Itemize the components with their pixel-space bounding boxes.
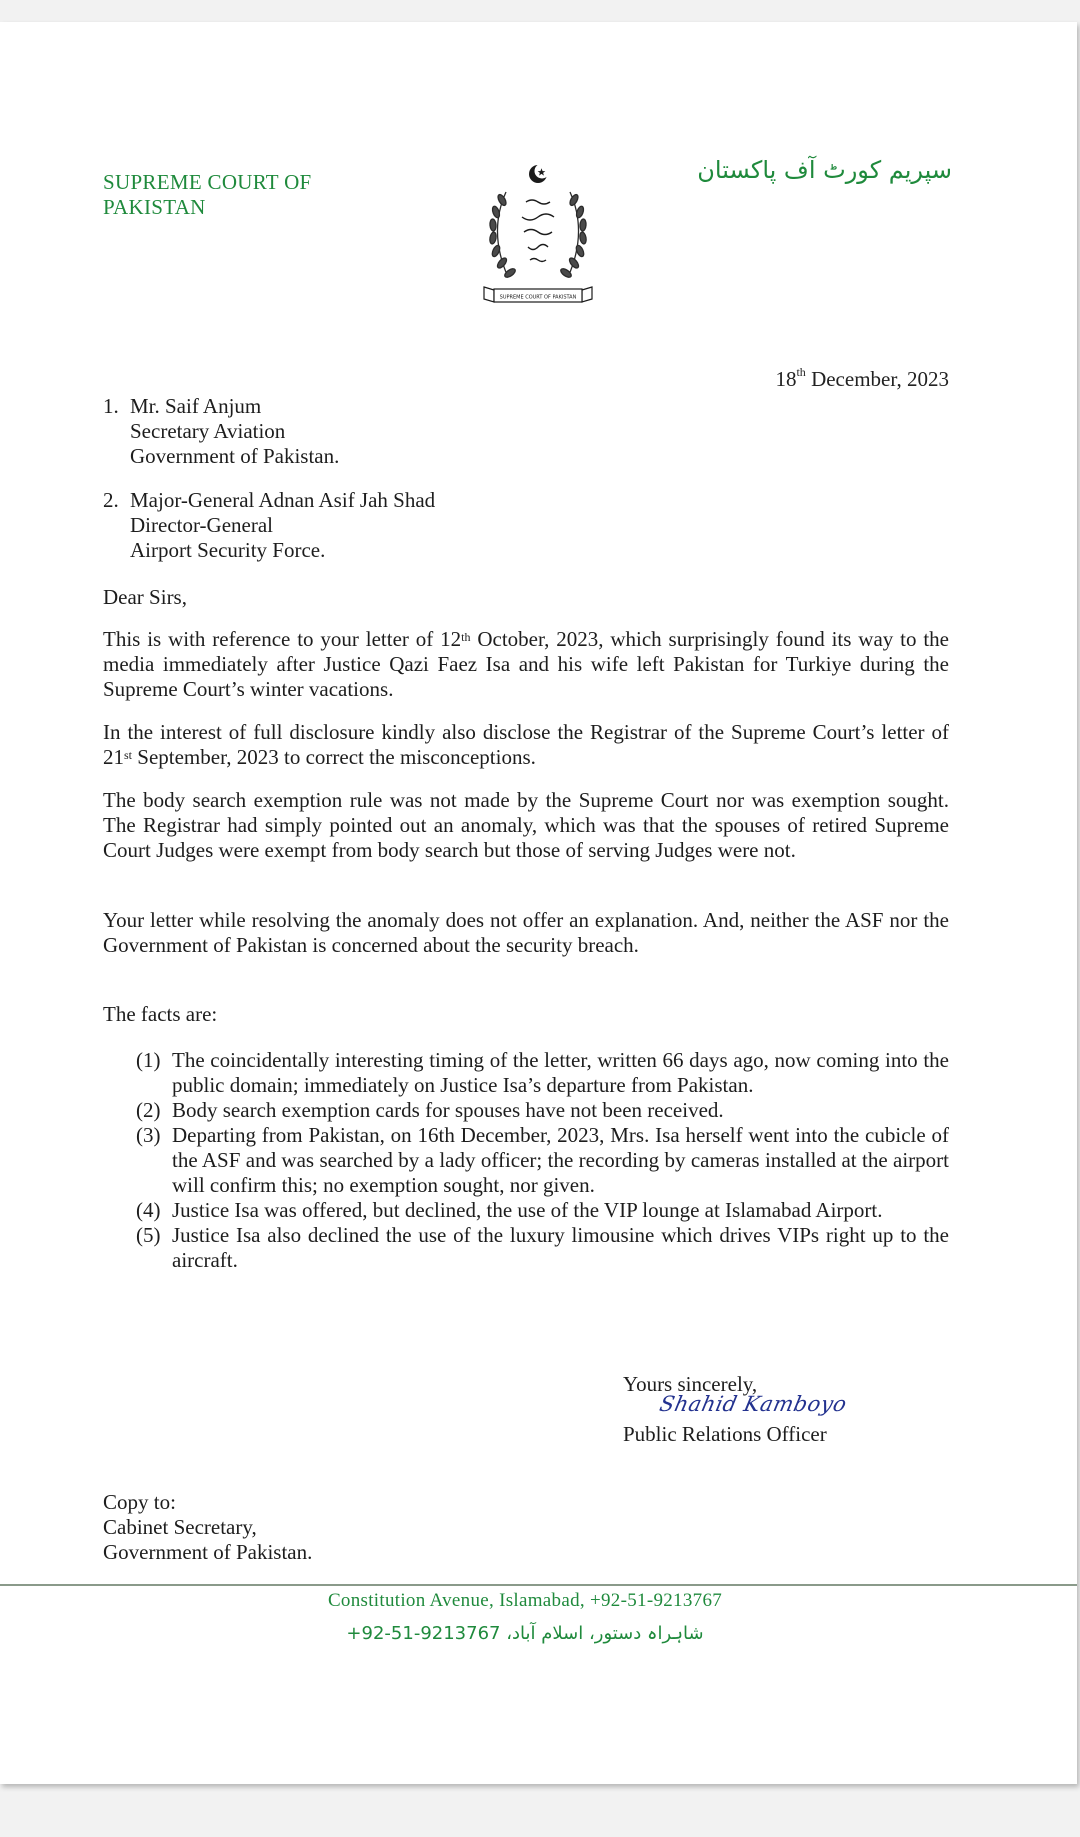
footer-address-urdu: شاہراہ دستور، اسلام آباد، 9213767-51-92+ [346, 1623, 704, 1644]
addressee-2 [103, 488, 435, 563]
letter-date [775, 367, 949, 392]
addressee-number: 1. [103, 394, 119, 418]
valediction: Yours sincerely, [623, 1372, 758, 1396]
court-name-english [103, 170, 312, 220]
list-item [136, 1098, 949, 1123]
copy-line2: Government of Pakistan. [103, 1540, 313, 1564]
paragraph-3: The body search exemption rule was not made by the Supreme Court nor was exemption sought. The Registrar had simply pointed out an anomaly, which was that the spouses of retired Supreme Court Judges were exempt from body search but those of serving Judges were not. [103, 788, 949, 862]
paragraph-2-text-b: September, 2023 to correct the misconceptions. [132, 745, 536, 769]
addressee-name: Major-General Adnan Asif Jah Shad [130, 488, 436, 512]
emblem-ribbon-text: SUPREME COURT OF PAKISTAN [499, 294, 577, 301]
list-item [136, 1198, 949, 1223]
fact-number: (3) [136, 1123, 161, 1147]
addressee-title: Director-General [130, 513, 273, 537]
paragraph-2-text-a: In the interest of full disclosure kindly also disclose the Registrar of the Supreme Court’s letter of 21 [103, 720, 949, 769]
handwritten-signature: Shahid Kamboyo [657, 1392, 850, 1416]
paragraph-2-sup: st [124, 748, 133, 762]
date-day: 18 [775, 367, 797, 391]
addressee-org: Airport Security Force. [130, 538, 326, 562]
fact-text: Body search exemption cards for spouses have not been received. [172, 1098, 724, 1122]
copy-line1: Cabinet Secretary, [103, 1515, 257, 1539]
emblem-seal-icon [478, 162, 598, 317]
facts-intro: The facts are: [103, 1002, 218, 1026]
paragraph-1-sup: th [461, 630, 471, 644]
designation: Public Relations Officer [623, 1422, 827, 1446]
addressee-org: Government of Pakistan. [130, 444, 340, 468]
addressee-title: Secretary Aviation [130, 419, 286, 443]
fact-number: (5) [136, 1223, 161, 1247]
fact-text: The coincidentally interesting timing of the letter, written 66 days ago, now coming into the public domain; immediately on Justice Isa’s departure from Pakistan. [172, 1048, 949, 1097]
fact-number: (4) [136, 1198, 161, 1222]
fact-text: Justice Isa was offered, but declined, the use of the VIP lounge at Islamabad Airport. [172, 1198, 883, 1222]
addressee-1 [103, 394, 339, 469]
paragraph-4: Your letter while resolving the anomaly does not offer an explanation. And, neither the ASF nor the Government of Pakistan is concerned about the security breach. [103, 908, 949, 957]
fact-text: Justice Isa also declined the use of the luxury limousine which drives VIPs right up to the aircraft. [172, 1223, 949, 1272]
copy-to-block [103, 1490, 312, 1565]
fact-text: Departing from Pakistan, on 16th December, 2023, Mrs. Isa herself went into the cubicle of the ASF and was searched by a lady officer; the recording by cameras installed at the airport will confirm this; no exemption sought, nor given. [172, 1123, 949, 1197]
paragraph-2 [103, 720, 949, 770]
addressee-name: Mr. Saif Anjum [130, 394, 262, 418]
fact-number: (2) [136, 1098, 161, 1122]
paragraph-1-text-b: October, 2023, which surprisingly found its way to the media immediately after Justice Qazi Faez Isa and his wife left Pakistan for Turkiye during the Supreme Court’s winter vacations. [103, 627, 949, 701]
copy-label: Copy to: [103, 1490, 176, 1514]
supreme-court-emblem [478, 162, 598, 317]
paragraph-1 [103, 627, 949, 702]
list-item [136, 1048, 949, 1098]
salutation: Dear Sirs, [103, 585, 187, 609]
paragraph-1-text-a: This is with reference to your letter of 12 [103, 627, 462, 651]
list-item [136, 1123, 949, 1198]
date-rest: December, 2023 [805, 367, 949, 391]
fact-number: (1) [136, 1048, 161, 1072]
date-suffix: th [796, 365, 806, 379]
court-name-line2: PAKISTAN [103, 195, 206, 219]
footer-address-english: Constitution Avenue, Islamabad, +92-51-9213767 [327, 1590, 723, 1611]
court-name-line1: SUPREME COURT OF [103, 170, 312, 194]
facts-list [136, 1048, 949, 1273]
addressee-number: 2. [103, 488, 119, 512]
court-name-urdu: سپریم کورٹ آف پاکستان [697, 156, 952, 184]
letter-page [0, 22, 1077, 1784]
list-item [136, 1223, 949, 1273]
footer-divider [0, 1584, 1077, 1586]
